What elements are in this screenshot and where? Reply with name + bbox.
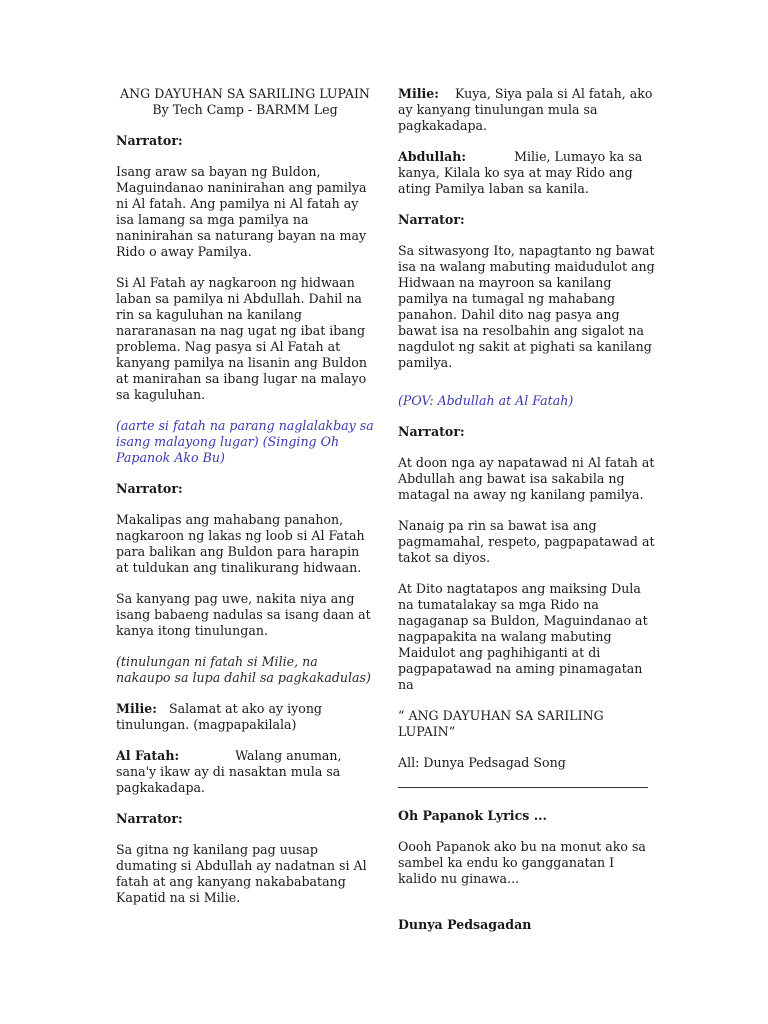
dialogue-text: Milie, Lumayo ka sa kanya, Kilala ko sya at may Rido ang ating Pamilya laban sa kanila. — [398, 149, 643, 196]
left-column — [116, 86, 374, 921]
stage-direction: (POV: Abdullah at Al Fatah) — [398, 393, 574, 408]
paragraph: Sa sitwasyong Ito, napagtanto ng bawat isa na walang mabuting maidudulot ang Hidwaan na mayroon sa kanilang pamilya na tumagal ng mahabang panahon. Dahil dito nag pasya ang bawat isa na resolbahin ang sigalot na nagdulot ng sakit at pighati sa kanilang pamilya. — [398, 243, 655, 370]
paragraph: Isang araw sa bayan ng Buldon, Maguindanao naninirahan ang pamilya ni Al fatah. Ang pamilya ni Al fatah ay isa lamang sa mga pamilya na naninirahan sa naturang bayan na may Rido o away Pamilya. — [116, 164, 367, 259]
paragraph: Sa kanyang pag uwe, nakita niya ang isang babaeng nadulas sa isang daan at kanya itong tinulungan. — [116, 591, 371, 638]
dialogue-text: Kuya, Siya pala si Al fatah, ako ay kanyang tinulungan mula sa pagkakadapa. — [398, 86, 653, 133]
dialogue-milie — [116, 701, 374, 733]
narrator-label: Narrator: — [116, 133, 183, 148]
paragraph: At Dito nagtatapos ang maiksing Dula na tumatalakay sa mga Rido na nagaganap sa Buldon, Maguindanao at nagpapakita na walang mabuting Maidulot ang paghihiganti at di pagpapatawad na aming pinamagatan na — [398, 581, 648, 692]
paragraph: Makalipas ang mahabang panahon, nagkaroon ng lakas ng loob si Al Fatah para balikan ang Buldon para harapin at tuldukan ang tinalikurang hidwaan. — [116, 512, 365, 575]
divider — [398, 787, 648, 788]
paragraph: Sa gitna ng kanilang pag uusap dumating si Abdullah ay nadatnan si Al fatah at ang kanyang nakababatang Kapatid na si Milie. — [116, 842, 367, 905]
paragraph: Si Al Fatah ay nagkaroon ng hidwaan laban sa pamilya ni Abdullah. Dahil na rin sa kaguluhan na kanilang nararanasan na nag ugat ng ibat ibang problema. Nag pasya si Al Fatah at kanyang pamilya na lisanin ang Buldon at manirahan sa ibang lugar na malayo sa kaguluhan. — [116, 275, 367, 402]
song-line: All: Dunya Pedsagad Song — [398, 755, 566, 770]
speaker-name: Milie: — [398, 86, 439, 101]
narrator-label: Narrator: — [116, 481, 183, 496]
right-column — [398, 86, 656, 948]
dialogue-abdullah — [398, 149, 656, 197]
lyrics-title: Oh Papanok Lyrics ... — [398, 808, 547, 823]
dialogue-text: Salamat at ako ay iyong tinulungan. (magpapakilala) — [116, 701, 322, 732]
document-title — [116, 86, 374, 118]
speaker-name: Abdullah: — [398, 149, 467, 164]
stage-direction: (tinulungan ni fatah si Milie, na nakaupo sa lupa dahil sa pagkakadulas) — [116, 654, 371, 685]
narrator-label: Narrator: — [116, 811, 183, 826]
paragraph: Nanaig pa rin sa bawat isa ang pagmamahal, respeto, pagpapatawad at takot sa diyos. — [398, 518, 655, 565]
paragraph: At doon nga ay napatawad ni Al fatah at Abdullah ang bawat isa sakabila ng matagal na away ng kanilang pamilya. — [398, 455, 655, 502]
song-title: Dunya Pedsagadan — [398, 917, 532, 932]
stage-direction: (aarte si fatah na parang naglalakbay sa isang malayong lugar) (Singing Oh Papanok Ako Bu) — [116, 418, 374, 465]
title-line: ANG DAYUHAN SA SARILING LUPAIN — [120, 86, 370, 101]
narrator-label: Narrator: — [398, 424, 465, 439]
dialogue-milie — [398, 86, 656, 134]
dialogue-alfatah — [116, 748, 374, 796]
speaker-name: Milie: — [116, 701, 157, 716]
lyrics-text: Oooh Papanok ako bu na monut ako sa sambel ka endu ko gangganatan I kalido nu ginawa... — [398, 839, 646, 886]
dialogue-text: Walang anuman, sana'y ikaw ay di nasaktan mula sa pagkakadapa. — [116, 748, 342, 795]
narrator-label: Narrator: — [398, 212, 465, 227]
speaker-name: Al Fatah: — [116, 748, 180, 763]
byline: By Tech Camp - BARMM Leg — [152, 102, 338, 117]
closing-quote: “ ANG DAYUHAN SA SARILING LUPAIN” — [398, 708, 604, 739]
